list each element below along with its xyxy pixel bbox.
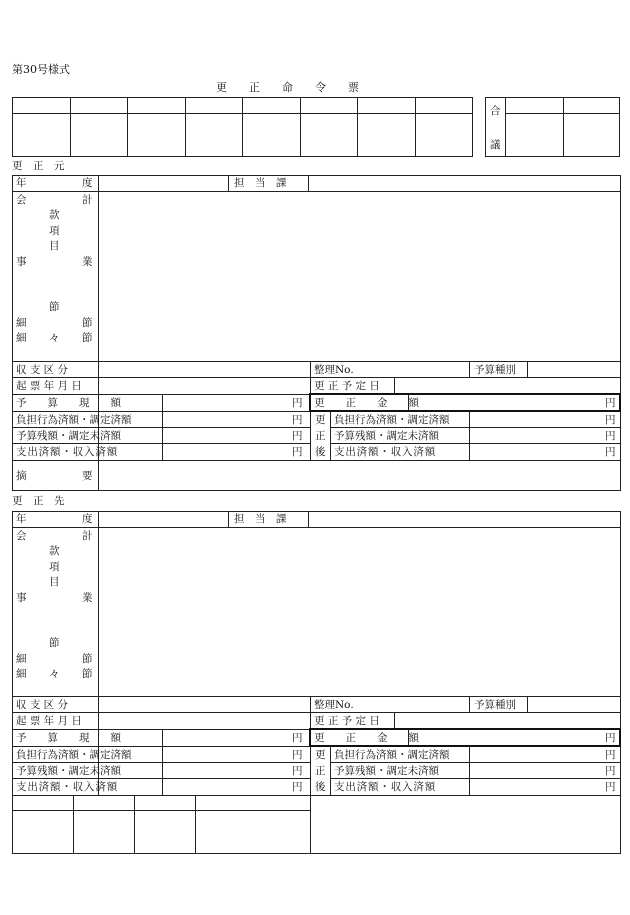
source-kou: 項 — [49, 225, 60, 237]
dest-kou: 項 — [49, 561, 60, 573]
dest-after-3: 後 — [315, 781, 326, 793]
source-yen-4: 円 — [292, 430, 303, 442]
source-summary-a: 摘 — [16, 470, 27, 482]
dest-budget-type-label: 予算種別 — [474, 699, 516, 711]
dest-yen-3: 円 — [292, 749, 303, 761]
dest-subsubsection-a: 細 — [16, 668, 27, 680]
source-current-budget-label: 予 算 現 額 — [16, 397, 121, 409]
dest-yen-6: 円 — [605, 749, 616, 761]
dest-after-balance-label: 予算残額・調定未済額 — [334, 765, 439, 777]
source-kan: 款 — [49, 209, 60, 221]
dest-account-a: 会 — [16, 530, 27, 542]
source-issue-date-label: 起 票 年 月 日 — [16, 380, 82, 392]
section-dest-heading: 更 正 先 — [12, 495, 65, 507]
approval-label-bottom: 議 — [490, 139, 501, 151]
source-yen-6: 円 — [605, 414, 616, 426]
source-after-paid-label: 支出済額・収入済額 — [334, 446, 437, 458]
source-project-b: 業 — [82, 256, 93, 268]
source-fiscal-year-a: 年 — [16, 177, 27, 189]
dest-revenue-expense-label: 収 支 区 分 — [16, 699, 69, 711]
source-revenue-expense-label: 収 支 区 分 — [16, 364, 69, 376]
dest-after-2: 正 — [315, 765, 326, 777]
dest-burden-label: 負担行為済額・調定済額 — [16, 749, 132, 761]
section-source-heading: 更 正 元 — [12, 160, 65, 172]
source-after-1: 更 — [315, 414, 326, 426]
approval-label-top: 合 — [490, 105, 501, 117]
source-yen-3: 円 — [292, 414, 303, 426]
dest-yen-4: 円 — [292, 765, 303, 777]
source-after-2: 正 — [315, 430, 326, 442]
dest-issue-date-label: 起 票 年 月 日 — [16, 715, 82, 727]
dest-account-b: 計 — [82, 530, 93, 542]
source-moku: 目 — [49, 240, 60, 252]
source-department-label: 担 当 課 — [234, 177, 287, 189]
dest-subsection-b: 節 — [82, 653, 93, 665]
source-summary-b: 要 — [82, 470, 93, 482]
source-yen-1: 円 — [292, 397, 303, 409]
dest-balance-label: 予算残額・調定未済額 — [16, 765, 121, 777]
source-yen-7: 円 — [605, 430, 616, 442]
dest-yen-8: 円 — [605, 781, 616, 793]
source-subsubsection-mid: 々 — [49, 332, 60, 344]
source-scheduled-date-label: 更 正 予 定 日 — [314, 380, 380, 392]
source-yen-2: 円 — [605, 397, 616, 409]
dest-subsubsection-b: 節 — [82, 668, 93, 680]
source-after-burden-label: 負担行為済額・調定済額 — [334, 414, 450, 426]
dest-form — [12, 511, 621, 854]
source-fiscal-year-b: 度 — [82, 177, 93, 189]
dest-setsu: 節 — [49, 637, 60, 649]
dest-moku: 目 — [49, 576, 60, 588]
dest-yen-7: 円 — [605, 765, 616, 777]
dest-after-paid-label: 支出済額・収入済額 — [334, 781, 437, 793]
dest-fiscal-year-a: 年 — [16, 513, 27, 525]
source-subsubsection-a: 細 — [16, 332, 27, 344]
dest-correction-amount-label: 更 正 金 額 — [314, 732, 419, 744]
source-subsection-b: 節 — [82, 317, 93, 329]
dest-yen-1: 円 — [292, 732, 303, 744]
source-account-b: 計 — [82, 194, 93, 206]
source-burden-label: 負担行為済額・調定済額 — [16, 414, 132, 426]
dest-subsection-a: 細 — [16, 653, 27, 665]
source-yen-5: 円 — [292, 446, 303, 458]
source-project-a: 事 — [16, 256, 27, 268]
source-serial-label: 整理No. — [314, 364, 354, 376]
dest-project-a: 事 — [16, 592, 27, 604]
source-correction-amount-label: 更 正 金 額 — [314, 397, 419, 409]
dest-scheduled-date-label: 更 正 予 定 日 — [314, 715, 380, 727]
source-after-3: 後 — [315, 446, 326, 458]
dest-yen-2: 円 — [605, 732, 616, 744]
source-after-balance-label: 予算残額・調定未済額 — [334, 430, 439, 442]
form-title: 更 正 命 令 票 — [216, 81, 359, 94]
source-setsu: 節 — [49, 301, 60, 313]
dest-department-label: 担 当 課 — [234, 513, 287, 525]
source-balance-label: 予算残額・調定未済額 — [16, 430, 121, 442]
source-account-a: 会 — [16, 194, 27, 206]
dest-yen-5: 円 — [292, 781, 303, 793]
form-number: 第30号様式 — [12, 63, 70, 76]
dest-paid-label: 支出済額・収入済額 — [16, 781, 119, 793]
source-budget-type-label: 予算種別 — [474, 364, 516, 376]
dest-after-1: 更 — [315, 749, 326, 761]
dest-project-b: 業 — [82, 592, 93, 604]
dest-current-budget-label: 予 算 現 額 — [16, 732, 121, 744]
source-subsection-a: 細 — [16, 317, 27, 329]
dest-serial-label: 整理No. — [314, 699, 354, 711]
dest-kan: 款 — [49, 545, 60, 557]
dest-after-burden-label: 負担行為済額・調定済額 — [334, 749, 450, 761]
dest-subsubsection-mid: 々 — [49, 668, 60, 680]
source-subsubsection-b: 節 — [82, 332, 93, 344]
source-yen-8: 円 — [605, 446, 616, 458]
source-paid-label: 支出済額・収入済額 — [16, 446, 119, 458]
dest-fiscal-year-b: 度 — [82, 513, 93, 525]
